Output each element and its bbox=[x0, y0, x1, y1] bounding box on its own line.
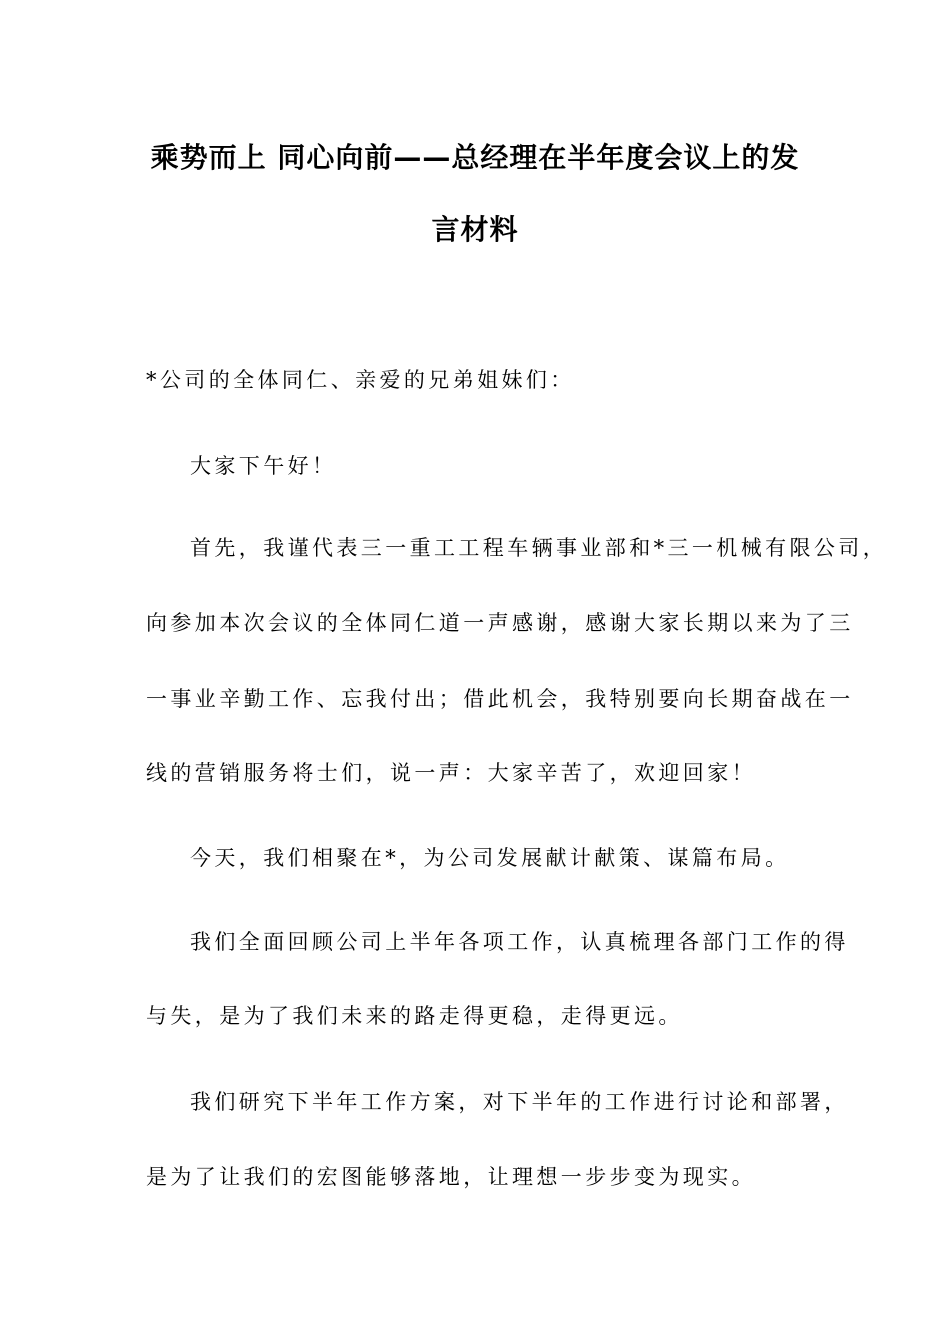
paragraph-1-line-3: 一事业辛勤工作、忘我付出；借此机会，我特别要向长期奋战在一 bbox=[146, 687, 854, 711]
greeting: 大家下午好！ bbox=[190, 454, 337, 478]
paragraph-4-line-1: 我们研究下半年工作方案，对下半年的工作进行讨论和部署， bbox=[190, 1090, 849, 1114]
document-title-line-2: 言材料 bbox=[431, 213, 519, 246]
paragraph-2-line-1: 今天，我们相聚在*，为公司发展献计献策、谋篇布局。 bbox=[190, 846, 790, 870]
paragraph-4-line-2: 是为了让我们的宏图能够落地，让理想一步步变为现实。 bbox=[146, 1165, 756, 1189]
paragraph-3-line-2: 与失，是为了我们未来的路走得更稳，走得更远。 bbox=[146, 1004, 683, 1028]
paragraph-3-line-1: 我们全面回顾公司上半年各项工作，认真梳理各部门工作的得 bbox=[190, 930, 849, 954]
salutation: *公司的全体同仁、亲爱的兄弟姐妹们： bbox=[146, 368, 575, 392]
paragraph-1-line-2: 向参加本次会议的全体同仁道一声感谢，感谢大家长期以来为了三 bbox=[146, 611, 854, 635]
document-title-line-1: 乘势而上 同心向前——总经理在半年度会议上的发 bbox=[150, 141, 800, 174]
paragraph-1-line-1: 首先，我谨代表三一重工工程车辆事业部和*三一机械有限公司， bbox=[190, 536, 888, 560]
paragraph-1-line-4: 线的营销服务将士们，说一声：大家辛苦了，欢迎回家！ bbox=[146, 761, 756, 785]
